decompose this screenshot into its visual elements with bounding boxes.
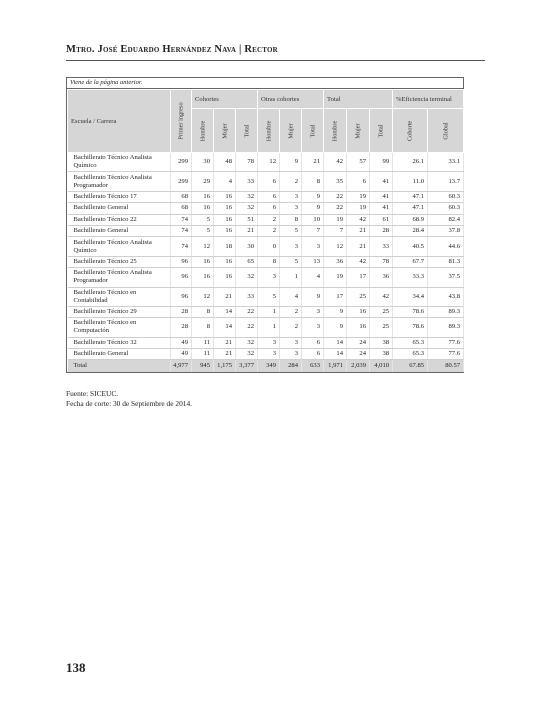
value-cell: 7 [324,225,347,236]
total-group-header: Total [324,90,393,109]
value-cell: 633 [302,360,324,373]
table-row [68,203,464,214]
value-cell: 65 [236,256,258,267]
subheader-cell: Total [236,109,258,153]
value-cell: 5 [280,256,302,267]
value-cell: 74 [171,237,192,256]
table-row [68,349,464,360]
value-cell: 3 [280,191,302,202]
value-cell: 14 [214,318,236,337]
school-name-cell: Bachillerato Técnico Analista Químico [68,237,171,256]
value-cell: 1 [258,306,280,317]
value-cell: 3 [280,337,302,348]
value-cell: 16 [214,225,236,236]
efficiency-table-container [66,77,464,373]
value-cell: 22 [236,318,258,337]
value-cell: 22 [236,306,258,317]
value-cell: 26.1 [393,153,428,172]
value-cell: 9 [280,153,302,172]
value-cell: 19 [347,191,370,202]
value-cell: 11 [192,349,214,360]
value-cell: 2,039 [347,360,370,373]
value-cell: 96 [171,256,192,267]
value-cell: 8 [192,306,214,317]
value-cell: 2 [258,214,280,225]
value-cell: 43.8 [428,287,464,306]
value-cell: 32 [236,349,258,360]
subheader-cell: Hombre [324,109,347,153]
header-rule [66,60,485,61]
value-cell: 12 [192,237,214,256]
school-column-header: Escuela / Carrera [68,90,171,153]
value-cell: 68 [171,203,192,214]
table-row [68,237,464,256]
value-cell: 16 [347,318,370,337]
value-cell: 41 [370,191,393,202]
source-note: Fuente: SICEUC. [66,389,119,398]
value-cell: 37.5 [428,268,464,287]
value-cell: 74 [171,225,192,236]
value-cell: 42 [347,256,370,267]
value-cell: 349 [258,360,280,373]
value-cell: 9 [302,287,324,306]
table-row [68,306,464,317]
value-cell: 41 [370,203,393,214]
subheader-cell: Mujer [214,109,236,153]
table-row [68,337,464,348]
value-cell: 40.5 [393,237,428,256]
value-cell: 299 [171,172,192,191]
value-cell: 2 [258,225,280,236]
value-cell: 21 [214,287,236,306]
value-cell: 32 [236,337,258,348]
value-cell: 17 [324,287,347,306]
table-row [68,225,464,236]
subheader-cell: Mujer [347,109,370,153]
value-cell: 11 [192,337,214,348]
value-cell: 57 [347,153,370,172]
value-cell: 19 [347,203,370,214]
value-cell: 13.7 [428,172,464,191]
value-cell: 3 [280,237,302,256]
value-cell: 28 [171,306,192,317]
value-cell: 18 [214,237,236,256]
value-cell: 47.1 [393,203,428,214]
value-cell: 9 [324,306,347,317]
value-cell: 29 [192,172,214,191]
value-cell: 21 [214,337,236,348]
value-cell: 32 [236,268,258,287]
value-cell: 9 [302,203,324,214]
value-cell: 16 [214,256,236,267]
school-name-cell: Bachillerato Técnico 17 [68,191,171,202]
table-row [68,172,464,191]
subheader-cell: Total [302,109,324,153]
value-cell: 60.3 [428,203,464,214]
value-cell: 78 [370,256,393,267]
value-cell: 48 [214,153,236,172]
value-cell: 38 [370,349,393,360]
value-cell: 96 [171,287,192,306]
table-row [68,268,464,287]
value-cell: 5 [258,287,280,306]
value-cell: 21 [236,225,258,236]
value-cell: 3 [280,203,302,214]
value-cell: 7 [302,225,324,236]
value-cell: 10 [302,214,324,225]
value-cell: 37.8 [428,225,464,236]
school-name-cell: Bachillerato Técnico 29 [68,306,171,317]
value-cell: 12 [324,237,347,256]
value-cell: 9 [302,191,324,202]
school-name-cell: Bachillerato Técnico Analista Programador [68,268,171,287]
value-cell: 38 [370,337,393,348]
value-cell: 5 [280,225,302,236]
value-cell: 2 [280,172,302,191]
value-cell: 61 [370,214,393,225]
value-cell: 299 [171,153,192,172]
value-cell: 11.0 [393,172,428,191]
subheader-cell: Mujer [280,109,302,153]
value-cell: 19 [324,268,347,287]
value-cell: 1 [258,318,280,337]
value-cell: 3,377 [236,360,258,373]
table-row [68,153,464,172]
value-cell: 6 [258,203,280,214]
value-cell: 21 [347,225,370,236]
value-cell: 4 [280,287,302,306]
value-cell: 4 [214,172,236,191]
value-cell: 3 [302,306,324,317]
value-cell: 8 [302,172,324,191]
continued-note: Viene de la página anterior. [67,78,463,89]
value-cell: 24 [347,349,370,360]
value-cell: 49 [171,337,192,348]
value-cell: 68 [171,191,192,202]
value-cell: 6 [258,191,280,202]
value-cell: 89.3 [428,318,464,337]
value-cell: 5 [192,214,214,225]
running-head: Mtro. José Eduardo Hernández Nava | Rector [66,44,278,55]
value-cell: 16 [214,268,236,287]
value-cell: 30 [192,153,214,172]
value-cell: 28 [171,318,192,337]
school-name-cell: Bachillerato General [68,225,171,236]
value-cell: 4,010 [370,360,393,373]
value-cell: 13 [302,256,324,267]
value-cell: 96 [171,268,192,287]
value-cell: 36 [370,268,393,287]
value-cell: 78 [236,153,258,172]
subheader-cell: Hombre [258,109,280,153]
value-cell: 42 [370,287,393,306]
school-name-cell: Bachillerato General [68,349,171,360]
value-cell: 16 [347,306,370,317]
value-cell: 12 [258,153,280,172]
value-cell: 24 [347,337,370,348]
total-row [68,360,464,373]
school-name-cell: Bachillerato Técnico Analista Químico [68,153,171,172]
page-number: 138 [66,660,86,675]
other-cohorts-group-header: Otras cohortes [258,90,324,109]
value-cell: 77.6 [428,349,464,360]
value-cell: 33.3 [393,268,428,287]
value-cell: 3 [258,268,280,287]
subheader-cell: Cohorte [393,109,428,153]
value-cell: 32 [236,191,258,202]
value-cell: 2 [280,318,302,337]
value-cell: 17 [347,268,370,287]
value-cell: 3 [302,237,324,256]
value-cell: 3 [280,349,302,360]
value-cell: 78.6 [393,306,428,317]
value-cell: 25 [347,287,370,306]
value-cell: 8 [258,256,280,267]
cohorts-group-header: Cohortes [192,90,258,109]
value-cell: 5 [192,225,214,236]
value-cell: 67.7 [393,256,428,267]
subheader-cell: Total [370,109,393,153]
value-cell: 6 [302,337,324,348]
value-cell: 8 [192,318,214,337]
value-cell: 22 [324,203,347,214]
value-cell: 16 [192,268,214,287]
school-name-cell: Bachillerato General [68,203,171,214]
value-cell: 30 [236,237,258,256]
value-cell: 49 [171,349,192,360]
table-row [68,214,464,225]
school-name-cell: Bachillerato Técnico 25 [68,256,171,267]
value-cell: 25 [370,318,393,337]
value-cell: 16 [192,256,214,267]
value-cell: 9 [324,318,347,337]
value-cell: 21 [302,153,324,172]
value-cell: 14 [214,306,236,317]
value-cell: 6 [258,172,280,191]
value-cell: 3 [302,318,324,337]
value-cell: 44.6 [428,237,464,256]
value-cell: 3 [258,349,280,360]
value-cell: 28 [370,225,393,236]
value-cell: 16 [214,203,236,214]
value-cell: 33 [370,237,393,256]
value-cell: 65.3 [393,349,428,360]
value-cell: 16 [192,203,214,214]
school-name-cell: Bachillerato Técnico Analista Programador [68,172,171,191]
value-cell: 4 [302,268,324,287]
table-row [68,318,464,337]
value-cell: 80.57 [428,360,464,373]
value-cell: 16 [214,191,236,202]
value-cell: 945 [192,360,214,373]
value-cell: 12 [192,287,214,306]
value-cell: 77.6 [428,337,464,348]
value-cell: 25 [370,306,393,317]
value-cell: 36 [324,256,347,267]
value-cell: 42 [347,214,370,225]
value-cell: 16 [214,214,236,225]
value-cell: 8 [280,214,302,225]
value-cell: 3 [258,337,280,348]
efficiency-table [67,89,464,372]
value-cell: 1 [280,268,302,287]
value-cell: 89.3 [428,306,464,317]
value-cell: 2 [280,306,302,317]
value-cell: 4,977 [171,360,192,373]
value-cell: 42 [324,153,347,172]
value-cell: 81.3 [428,256,464,267]
subheader-cell: Hombre [192,109,214,153]
value-cell: 33 [236,172,258,191]
value-cell: 33 [236,287,258,306]
value-cell: 67.85 [393,360,428,373]
value-cell: 68.9 [393,214,428,225]
value-cell: 1,175 [214,360,236,373]
value-cell: 82.4 [428,214,464,225]
value-cell: 284 [280,360,302,373]
value-cell: 6 [347,172,370,191]
value-cell: 19 [324,214,347,225]
value-cell: 35 [324,172,347,191]
value-cell: 47.1 [393,191,428,202]
efficiency-group-header: %Eficiencia terminal [393,90,464,109]
value-cell: 33.1 [428,153,464,172]
cutoff-date-note: Fecha de corte: 30 de Septiembre de 2014. [66,398,193,408]
value-cell: 41 [370,172,393,191]
table-notes [66,389,192,408]
school-name-cell: Bachillerato Técnico en Computación [68,318,171,337]
value-cell: 34.4 [393,287,428,306]
table-row [68,191,464,202]
value-cell: 65.3 [393,337,428,348]
first-entry-column-header: Primer ingreso [171,90,192,153]
value-cell: 28.4 [393,225,428,236]
school-name-cell: Bachillerato Técnico 22 [68,214,171,225]
value-cell: 6 [302,349,324,360]
value-cell: 0 [258,237,280,256]
subheader-cell: Global [428,109,464,153]
value-cell: 78.6 [393,318,428,337]
value-cell: 21 [347,237,370,256]
value-cell: 99 [370,153,393,172]
table-row [68,287,464,306]
school-name-cell: Bachillerato Técnico en Contabilidad [68,287,171,306]
school-name-cell: Total [68,360,171,373]
value-cell: 51 [236,214,258,225]
table-row [68,256,464,267]
value-cell: 74 [171,214,192,225]
value-cell: 32 [236,203,258,214]
value-cell: 16 [192,191,214,202]
value-cell: 21 [214,349,236,360]
value-cell: 1,971 [324,360,347,373]
value-cell: 60.3 [428,191,464,202]
school-name-cell: Bachillerato Técnico 32 [68,337,171,348]
value-cell: 14 [324,337,347,348]
value-cell: 22 [324,191,347,202]
value-cell: 14 [324,349,347,360]
